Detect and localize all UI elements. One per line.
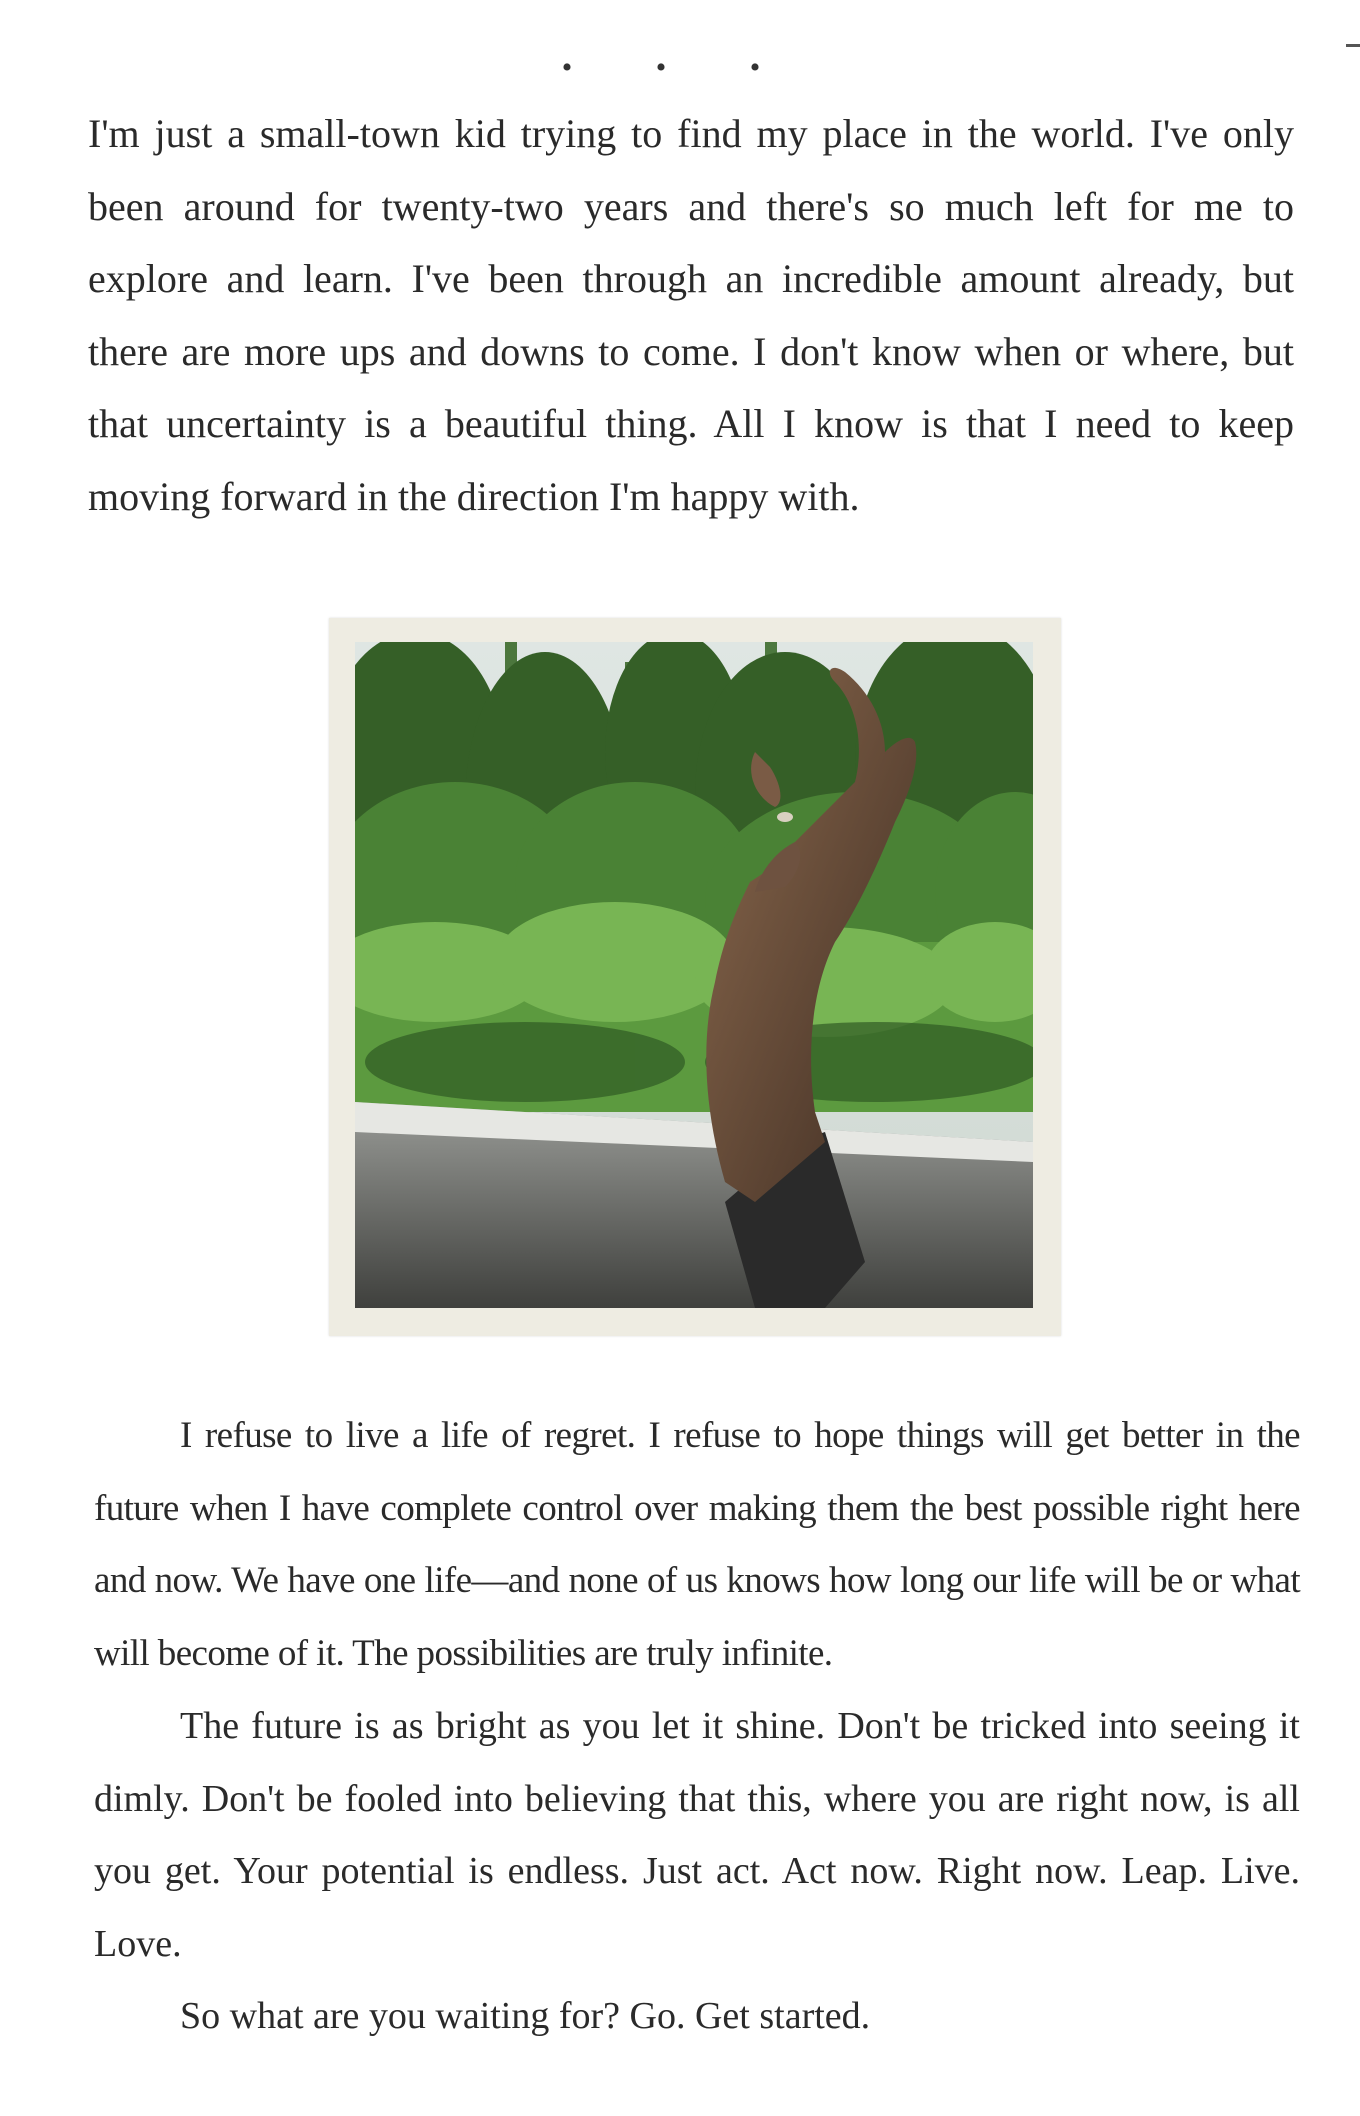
photo-illustration [355,642,1033,1308]
paragraph-intro: I'm just a small-town kid trying to find my place in the world. I've only been around for twenty-two years and there's so much left for me to explore and learn. I've been through an incredible amount already, but there are more ups and downs to come. I don't know when or where, but that uncertainty is a beautiful thing. All I know is that I need to keep moving forward in the direction I'm happy with. [88,111,1294,519]
photo-frame [329,618,1061,1336]
section-ornament: • • • [561,51,799,84]
paragraph-future: The future is as bright as you let it shine. Don't be tricked into seeing it dimly. Don't be fooled into believing that this, where you are right now, is all you get. Your potential is endless. Just act. Act now. Right now. Leap. Live. Love. [94,1705,1300,1965]
paragraph-closing: So what are you waiting for? Go. Get started. [180,1995,871,2037]
photo-hand-out-window [355,642,1033,1308]
page-edge-mark [1346,44,1360,47]
paragraph-regret: I refuse to live a life of regret. I refuse to hope things will get better in the future when I have complete control over making them the best possible right here and now. We have one life—and none of us knows how long our life will be or what will become of it. The possibilities are truly infinite. [94,1415,1300,1674]
